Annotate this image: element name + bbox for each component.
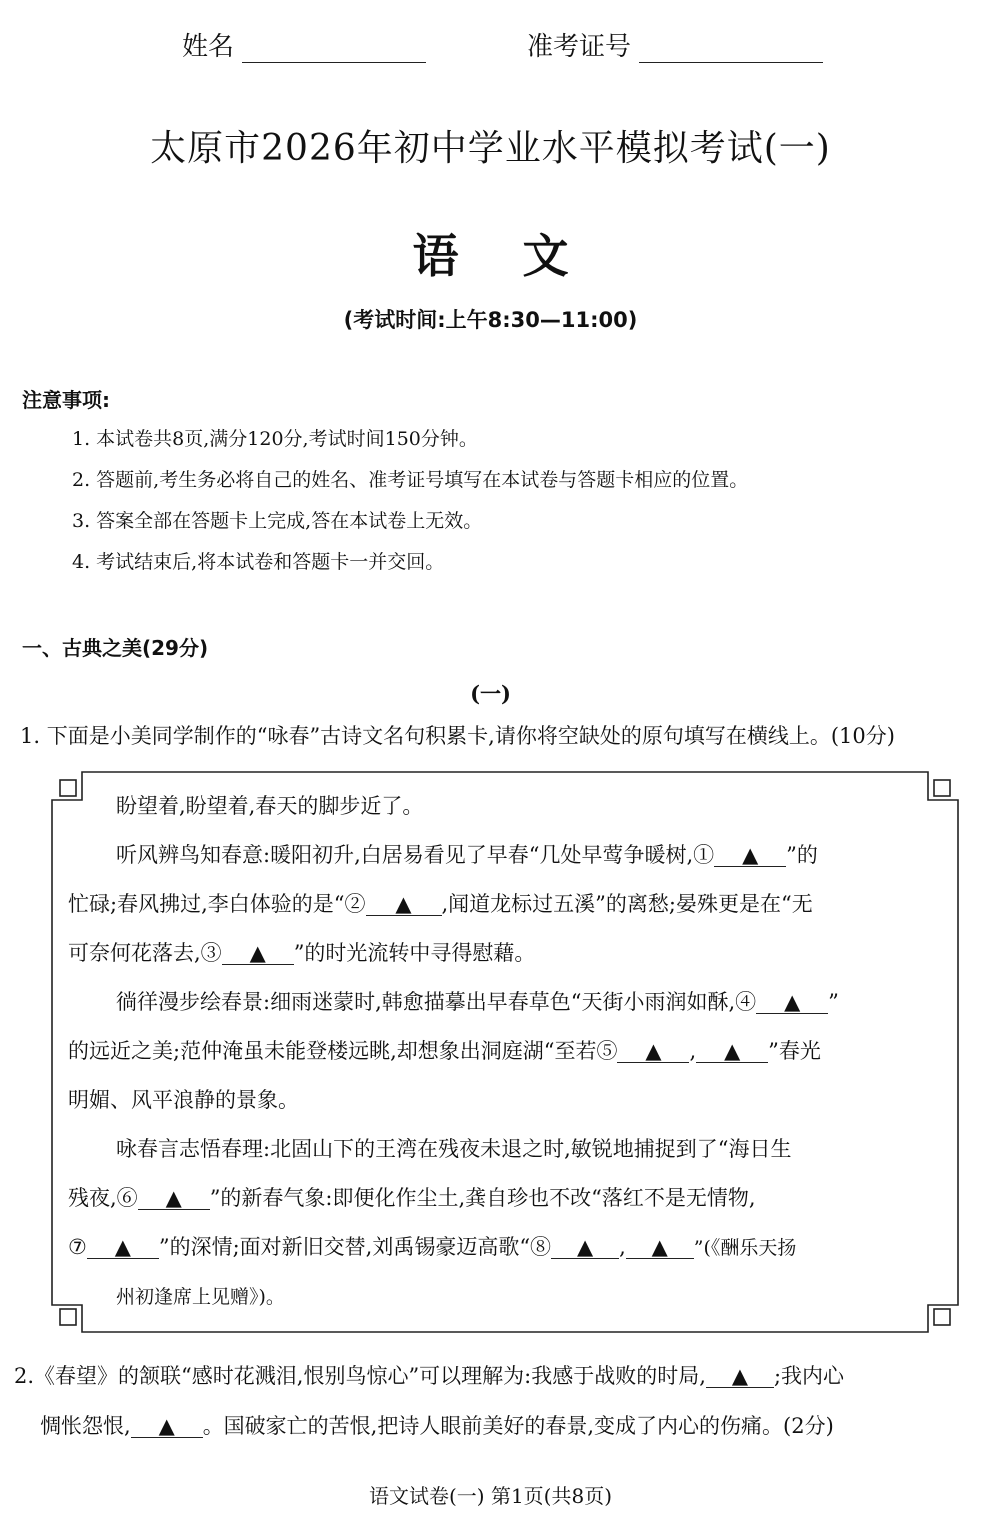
page-footer: 语文试卷(一) 第1页(共8页): [368, 1484, 613, 1508]
card-paragraph: 可奈何花落去,③ ▲ ”的时光流转中寻得慰藉。: [68, 941, 536, 965]
name-blank[interactable]: [242, 34, 426, 63]
question-2: 2.《春望》的颔联“感时花溅泪,恨别鸟惊心”可以理解为:我感于战败的时局, ▲ ;我内心: [14, 1364, 845, 1388]
notice-item: 1. 本试卷共8页,满分120分,考试时间150分钟。: [72, 428, 478, 450]
answer-blank-7[interactable]: ▲: [87, 1237, 159, 1259]
answer-blank-6[interactable]: ▲: [138, 1188, 210, 1210]
card-paragraph: 明媚、风平浪静的景象。: [68, 1088, 299, 1112]
card-paragraph: 听风辨鸟知春意:暖阳初升,白居易看见了早春“几处早莺争暖树,① ▲ ”的: [116, 843, 818, 867]
question-2-cont: 惆怅怨恨, ▲ 。国破家亡的苦恨,把诗人眼前美好的春景,变成了内心的伤痛。(2分): [40, 1414, 834, 1438]
exam-id-label: 准考证号: [527, 32, 632, 62]
card-paragraph: 残夜,⑥ ▲ ”的新春气象:即便化作尘土,龚自珍也不改“落红不是无情物,: [68, 1186, 756, 1210]
card-content: [68, 782, 948, 1322]
card-paragraph: ⑦ ▲ ”的深情;面对新旧交替,刘禹锡豪迈高歌“⑧ ▲ , ▲ ”(《酬乐天扬: [68, 1235, 797, 1259]
answer-blank-2[interactable]: ▲: [366, 894, 442, 916]
answer-blank-5b[interactable]: ▲: [696, 1041, 768, 1063]
notice-item: 3. 答案全部在答题卡上完成,答在本试卷上无效。: [72, 510, 483, 532]
question-1: 1. 下面是小美同学制作的“咏春”古诗文名句积累卡,请你将空缺处的原句填写在横线上。(10分): [20, 724, 895, 748]
answer-blank-8b[interactable]: ▲: [626, 1237, 694, 1259]
notice-heading: 注意事项:: [22, 388, 110, 412]
part-heading: (一): [470, 681, 511, 706]
exam-time: (考试时间:上午8:30—11:00): [343, 308, 638, 332]
card-paragraph: 徜徉漫步绘春景:细雨迷蒙时,韩愈描摹出早春草色“天街小雨润如酥,④ ▲ ”: [116, 990, 839, 1014]
answer-blank-q2a[interactable]: ▲: [706, 1366, 774, 1388]
name-field[interactable]: [182, 26, 426, 63]
exam-id-blank[interactable]: [639, 34, 823, 63]
card-paragraph: 的远近之美;范仲淹虽未能登楼远眺,却想象出洞庭湖“至若⑤ ▲ , ▲ ”春光: [68, 1039, 821, 1063]
card-paragraph: 忙碌;春风拂过,李白体验的是“② ▲ ,闻道龙标过五溪”的离愁;晏殊更是在“无: [68, 892, 813, 916]
card-paragraph: 州初逢席上见赠》)。: [116, 1286, 285, 1308]
section-heading: 一、古典之美(29分): [22, 636, 209, 660]
notice-item: 4. 考试结束后,将本试卷和答题卡一并交回。: [72, 551, 445, 573]
answer-blank-3[interactable]: ▲: [222, 943, 294, 965]
answer-blank-4[interactable]: ▲: [756, 992, 828, 1014]
name-label: 姓名: [182, 32, 235, 62]
answer-blank-5a[interactable]: ▲: [617, 1041, 689, 1063]
card-line: 盼望着,盼望着,春天的脚步近了。: [116, 794, 424, 818]
answer-blank-1[interactable]: ▲: [714, 845, 786, 867]
exam-title: 太原市2026年初中学业水平模拟考试(一): [150, 128, 831, 169]
answer-blank-8a[interactable]: ▲: [551, 1237, 619, 1259]
exam-id-field[interactable]: [527, 26, 823, 63]
answer-blank-q2b[interactable]: ▲: [131, 1416, 203, 1438]
subject-title: 语 文: [412, 229, 569, 283]
card-paragraph: 咏春言志悟春理:北固山下的王湾在残夜未退之时,敏锐地捕捉到了“海日生: [116, 1137, 792, 1161]
notice-item: 2. 答题前,考生务必将自己的姓名、准考证号填写在本试卷与答题卡相应的位置。: [72, 469, 749, 491]
